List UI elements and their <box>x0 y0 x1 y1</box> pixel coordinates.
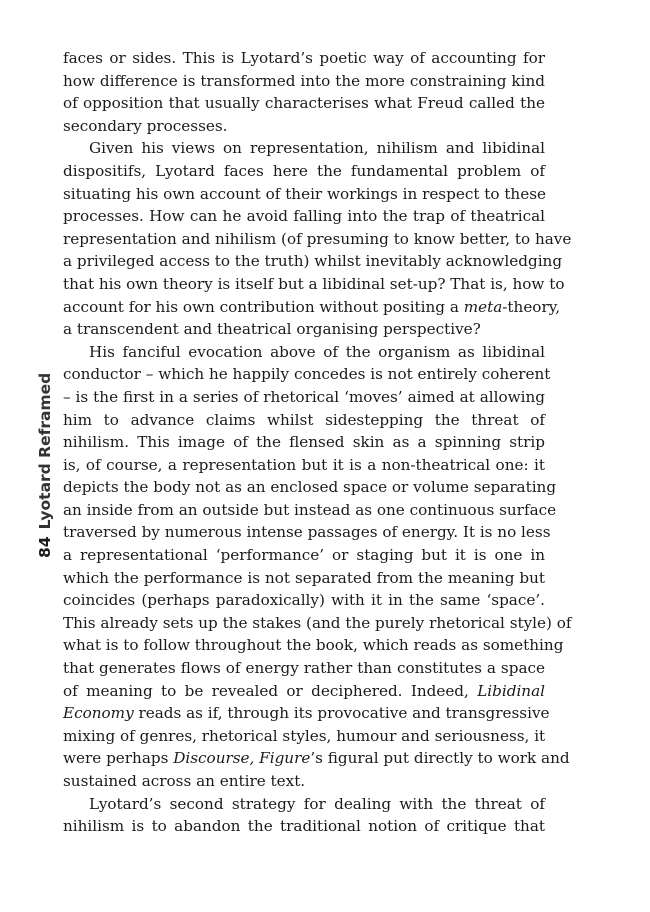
text-line: which the performance is not separated from the meaning but <box>63 568 545 587</box>
text-line: conductor – which he happily concedes is not entirely coherent <box>63 365 551 384</box>
italic-run: Economy <box>63 704 134 723</box>
text-run: account for his own contribution without positing a <box>63 297 464 316</box>
text-line <box>63 702 550 725</box>
text-line: that generates flows of energy rather than constitutes a space <box>63 659 545 678</box>
text-line: Lyotard’s second strategy for dealing with the threat of <box>89 794 545 813</box>
text-run: reads as if, through its provocative and transgressive <box>133 704 550 723</box>
text-run: ’s figural put directly to work and <box>310 749 570 768</box>
text-line: representation and nihilism (of presuming to know better, to have <box>63 229 572 248</box>
text-line: His fanciful evocation above of the organism as libidinal <box>89 342 545 361</box>
text-line: faces or sides. This is Lyotard’s poetic way of accounting for <box>63 49 545 67</box>
text-line: depicts the body not as an enclosed space or volume separating <box>63 478 557 497</box>
text-line: of opposition that usually characterises what Freud called the <box>63 94 545 113</box>
text-line: is, of course, a representation but it is a non-theatrical one: it <box>63 455 545 474</box>
text-line: what is to follow throughout the book, which reads as something <box>63 636 564 655</box>
book-title: Lyotard Reframed <box>36 372 54 530</box>
text-line <box>63 296 561 319</box>
text-line <box>63 747 570 770</box>
text-line: Given his views on representation, nihilism and libidinal <box>89 139 545 158</box>
text-line: processes. How can he avoid falling into the trap of theatrical <box>63 207 545 226</box>
text-line: him to advance claims whilst sidestepping the threat of <box>63 410 545 429</box>
text-line: This already sets up the stakes (and the purely rhetorical style) of <box>63 613 572 632</box>
text-line: a privileged access to the truth) whilst inevitably acknowledging <box>63 252 563 271</box>
text-line: traversed by numerous intense passages of energy. It is no less <box>63 523 551 542</box>
text-line: sustained across an entire text. <box>63 772 306 790</box>
text-run: of meaning to be revealed or deciphered. Indeed, <box>63 681 478 700</box>
text-run: were perhaps <box>63 749 174 768</box>
text-line: nihilism. This image of the flensed skin as a spinning strip <box>63 433 545 452</box>
text-run: -theory, <box>502 297 561 316</box>
italic-run: meta <box>463 297 503 316</box>
page-number: 84 <box>36 536 54 558</box>
text-line: a representational ‘performance’ or staging but it is one in <box>63 546 545 565</box>
text-line: – is the first in a series of rhetorical ‘moves’ aimed at allowing <box>63 387 545 406</box>
text-line: situating his own account of their workings in respect to these <box>63 184 546 203</box>
text-line: how difference is transformed into the more constraining kind <box>63 71 545 90</box>
italic-run: Discourse, Figure <box>173 749 311 768</box>
text-line: an inside from an outside but instead as one continuous surface <box>63 500 557 519</box>
text-line: dispositifs, Lyotard faces here the fundamental problem of <box>63 161 545 180</box>
italic-run: Libidinal <box>477 681 545 700</box>
text-line: that his own theory is itself but a libidinal set-up? That is, how to <box>63 274 565 293</box>
text-line: a transcendent and theatrical organising perspective? <box>63 320 481 339</box>
text-line <box>63 680 545 703</box>
text-line: nihilism is to abandon the traditional notion of critique that <box>63 817 545 836</box>
text-line: coincides (perhaps paradoxically) with it in the same ‘space’. <box>63 591 545 610</box>
running-head <box>35 373 55 558</box>
body-text <box>63 47 572 838</box>
text-line: secondary processes. <box>63 116 228 135</box>
text-line: mixing of genres, rhetorical styles, humour and seriousness, it <box>63 726 546 745</box>
